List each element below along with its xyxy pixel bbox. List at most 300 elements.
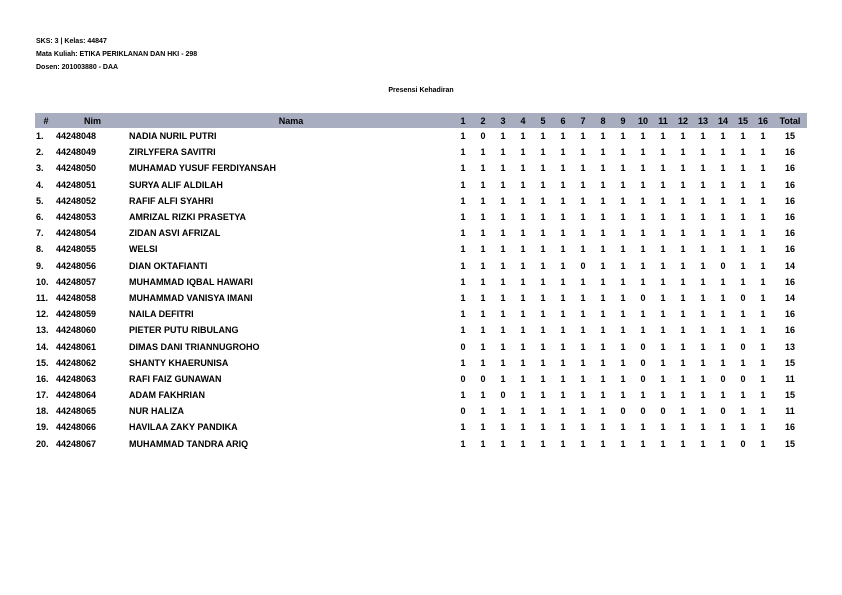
attendance-cell: 1	[520, 292, 526, 303]
attendance-cell: 1	[460, 163, 466, 174]
attendance-cell: 1	[500, 422, 506, 433]
attendance-cell: 1	[720, 309, 726, 320]
row-number: 16.	[36, 373, 49, 384]
attendance-total: 15	[784, 390, 795, 401]
student-name: NUR HALIZA	[129, 406, 184, 417]
attendance-cell: 0	[660, 406, 666, 417]
table-row	[35, 436, 807, 452]
student-name: NADIA NURIL PUTRI	[129, 131, 217, 142]
attendance-cell: 1	[580, 438, 586, 449]
attendance-cell: 1	[620, 147, 626, 158]
attendance-cell: 1	[540, 373, 546, 384]
attendance-cell: 1	[760, 212, 766, 223]
attendance-cell: 0	[500, 390, 506, 401]
attendance-cell: 1	[600, 325, 606, 336]
attendance-total: 16	[784, 195, 795, 206]
attendance-total: 16	[784, 228, 795, 239]
attendance-cell: 1	[760, 195, 766, 206]
attendance-cell: 1	[600, 422, 606, 433]
attendance-cell: 0	[740, 292, 746, 303]
attendance-cell: 1	[620, 228, 626, 239]
attendance-cell: 1	[700, 147, 706, 158]
attendance-cell: 1	[580, 244, 586, 255]
col-header-week: 8	[593, 113, 613, 128]
attendance-cell: 1	[760, 228, 766, 239]
attendance-cell: 1	[620, 244, 626, 255]
attendance-cell: 1	[680, 309, 686, 320]
attendance-cell: 1	[720, 131, 726, 142]
attendance-cell: 1	[620, 212, 626, 223]
attendance-cell: 1	[560, 373, 566, 384]
attendance-cell: 1	[740, 390, 746, 401]
attendance-cell: 0	[480, 131, 486, 142]
attendance-cell: 1	[760, 163, 766, 174]
table-row	[35, 290, 807, 306]
attendance-cell: 1	[560, 147, 566, 158]
attendance-total: 15	[784, 438, 795, 449]
table-row	[35, 128, 807, 144]
attendance-cell: 1	[640, 276, 646, 287]
attendance-cell: 1	[560, 179, 566, 190]
attendance-cell: 1	[500, 438, 506, 449]
student-nim: 44248065	[56, 406, 97, 417]
attendance-total: 16	[784, 325, 795, 336]
attendance-cell: 1	[640, 131, 646, 142]
attendance-cell: 1	[460, 212, 466, 223]
table-row	[35, 338, 807, 354]
attendance-cell: 1	[760, 373, 766, 384]
student-nim: 44248063	[56, 373, 97, 384]
col-header-week: 11	[653, 113, 673, 128]
table-row	[35, 419, 807, 435]
attendance-cell: 1	[500, 276, 506, 287]
attendance-cell: 1	[740, 179, 746, 190]
attendance-cell: 1	[460, 390, 466, 401]
attendance-cell: 1	[760, 292, 766, 303]
attendance-cell: 1	[540, 163, 546, 174]
attendance-cell: 1	[700, 244, 706, 255]
attendance-cell: 0	[580, 260, 586, 271]
attendance-cell: 1	[680, 179, 686, 190]
attendance-cell: 1	[620, 341, 626, 352]
attendance-cell: 1	[720, 390, 726, 401]
attendance-total: 16	[784, 147, 795, 158]
attendance-cell: 1	[560, 276, 566, 287]
attendance-cell: 1	[740, 195, 746, 206]
attendance-cell: 1	[500, 357, 506, 368]
attendance-cell: 1	[500, 212, 506, 223]
attendance-cell: 1	[480, 325, 486, 336]
attendance-cell: 1	[740, 131, 746, 142]
attendance-cell: 1	[460, 292, 466, 303]
attendance-cell: 1	[600, 276, 606, 287]
attendance-total: 16	[784, 179, 795, 190]
attendance-cell: 1	[680, 357, 686, 368]
table-row	[35, 274, 807, 290]
attendance-cell: 1	[640, 228, 646, 239]
attendance-total: 14	[784, 260, 795, 271]
attendance-cell: 1	[580, 179, 586, 190]
student-nim: 44248048	[56, 131, 97, 142]
attendance-cell: 1	[520, 131, 526, 142]
attendance-cell: 1	[600, 406, 606, 417]
row-number: 13.	[36, 325, 49, 336]
attendance-cell: 1	[520, 228, 526, 239]
attendance-total: 15	[784, 357, 795, 368]
attendance-cell: 1	[720, 341, 726, 352]
attendance-cell: 1	[680, 373, 686, 384]
attendance-cell: 0	[740, 341, 746, 352]
attendance-cell: 1	[560, 357, 566, 368]
attendance-total: 11	[785, 406, 795, 417]
attendance-cell: 1	[600, 341, 606, 352]
attendance-total: 16	[784, 163, 795, 174]
attendance-cell: 1	[740, 276, 746, 287]
col-header-week: 14	[713, 113, 733, 128]
attendance-cell: 1	[520, 357, 526, 368]
attendance-cell: 1	[460, 438, 466, 449]
attendance-cell: 1	[760, 438, 766, 449]
attendance-cell: 1	[680, 292, 686, 303]
attendance-cell: 1	[600, 163, 606, 174]
attendance-cell: 1	[600, 373, 606, 384]
attendance-cell: 1	[480, 422, 486, 433]
attendance-cell: 1	[460, 147, 466, 158]
attendance-cell: 1	[620, 195, 626, 206]
attendance-cell: 1	[760, 131, 766, 142]
attendance-cell: 1	[620, 422, 626, 433]
attendance-cell: 1	[460, 131, 466, 142]
attendance-cell: 1	[680, 244, 686, 255]
attendance-cell: 1	[600, 212, 606, 223]
attendance-cell: 1	[480, 406, 486, 417]
attendance-cell: 0	[640, 357, 646, 368]
attendance-cell: 1	[540, 244, 546, 255]
attendance-cell: 1	[600, 244, 606, 255]
attendance-cell: 1	[660, 228, 666, 239]
attendance-cell: 1	[660, 325, 666, 336]
attendance-cell: 1	[480, 260, 486, 271]
attendance-cell: 1	[620, 325, 626, 336]
attendance-cell: 1	[540, 438, 546, 449]
student-name: MUHAMAD YUSUF FERDIYANSAH	[129, 163, 277, 174]
attendance-cell: 1	[520, 163, 526, 174]
attendance-cell: 1	[580, 309, 586, 320]
attendance-cell: 1	[500, 163, 506, 174]
attendance-cell: 0	[720, 373, 726, 384]
attendance-cell: 1	[660, 276, 666, 287]
table-body	[35, 128, 807, 452]
col-header-week: 5	[533, 113, 553, 128]
attendance-cell: 1	[480, 212, 486, 223]
student-name: WELSI	[129, 244, 158, 255]
attendance-cell: 1	[640, 390, 646, 401]
student-nim: 44248060	[56, 325, 97, 336]
col-header-week: 13	[693, 113, 713, 128]
attendance-cell: 1	[480, 195, 486, 206]
attendance-cell: 1	[480, 341, 486, 352]
col-header-week: 16	[753, 113, 773, 128]
attendance-cell: 1	[640, 179, 646, 190]
attendance-cell: 1	[540, 131, 546, 142]
attendance-cell: 0	[640, 373, 646, 384]
attendance-cell: 1	[560, 406, 566, 417]
row-number: 3.	[36, 163, 44, 174]
student-name: MUHAMMAD VANISYA IMANI	[129, 292, 253, 303]
attendance-cell: 1	[620, 163, 626, 174]
attendance-cell: 1	[620, 179, 626, 190]
student-nim: 44248064	[56, 390, 97, 401]
col-header-week: 4	[513, 113, 533, 128]
attendance-cell: 1	[560, 163, 566, 174]
table-row	[35, 371, 807, 387]
attendance-table	[35, 113, 807, 452]
attendance-cell: 1	[460, 357, 466, 368]
attendance-cell: 1	[620, 276, 626, 287]
attendance-cell: 1	[740, 147, 746, 158]
attendance-cell: 1	[720, 228, 726, 239]
attendance-cell: 1	[520, 244, 526, 255]
attendance-cell: 1	[720, 438, 726, 449]
attendance-cell: 1	[540, 228, 546, 239]
attendance-cell: 1	[660, 163, 666, 174]
attendance-cell: 1	[500, 131, 506, 142]
student-name: RAFIF ALFI SYAHRI	[129, 195, 214, 206]
attendance-cell: 1	[540, 390, 546, 401]
student-name: ZIRLYFERA SAVITRI	[129, 147, 216, 158]
attendance-cell: 1	[600, 309, 606, 320]
attendance-cell: 1	[640, 244, 646, 255]
attendance-cell: 1	[600, 260, 606, 271]
col-header-week: 7	[573, 113, 593, 128]
attendance-cell: 1	[620, 373, 626, 384]
attendance-cell: 1	[700, 325, 706, 336]
attendance-cell: 1	[540, 276, 546, 287]
attendance-cell: 1	[580, 212, 586, 223]
attendance-cell: 1	[500, 373, 506, 384]
student-nim: 44248051	[56, 179, 97, 190]
lecturer-line: Dosen: 201003880 - DAA	[36, 64, 119, 71]
attendance-cell: 1	[540, 179, 546, 190]
attendance-cell: 1	[540, 260, 546, 271]
student-nim: 44248054	[56, 228, 97, 239]
table-row	[35, 258, 807, 274]
attendance-cell: 1	[560, 260, 566, 271]
attendance-cell: 1	[500, 260, 506, 271]
student-name: SURYA ALIF ALDILAH	[129, 179, 223, 190]
col-header-week: 10	[633, 113, 653, 128]
attendance-cell: 1	[460, 309, 466, 320]
attendance-cell: 1	[700, 406, 706, 417]
attendance-cell: 1	[480, 163, 486, 174]
student-name: RAFI FAIZ GUNAWAN	[129, 373, 222, 384]
attendance-cell: 1	[580, 163, 586, 174]
attendance-cell: 1	[520, 212, 526, 223]
sks-class-line: SKS: 3 | Kelas: 44847	[36, 38, 107, 45]
attendance-cell: 1	[460, 325, 466, 336]
attendance-cell: 1	[740, 357, 746, 368]
attendance-cell: 1	[700, 163, 706, 174]
attendance-cell: 1	[460, 228, 466, 239]
attendance-cell: 1	[700, 212, 706, 223]
row-number: 17.	[36, 390, 49, 401]
attendance-cell: 1	[580, 406, 586, 417]
table-row	[35, 177, 807, 193]
attendance-cell: 1	[580, 325, 586, 336]
attendance-cell: 1	[660, 244, 666, 255]
attendance-total: 16	[784, 276, 795, 287]
attendance-cell: 1	[740, 228, 746, 239]
row-number: 18.	[36, 406, 49, 417]
attendance-cell: 1	[520, 195, 526, 206]
attendance-cell: 1	[540, 212, 546, 223]
attendance-cell: 1	[600, 228, 606, 239]
student-nim: 44248056	[56, 260, 97, 271]
attendance-cell: 1	[500, 228, 506, 239]
attendance-cell: 1	[640, 325, 646, 336]
attendance-cell: 1	[520, 179, 526, 190]
attendance-cell: 1	[760, 406, 766, 417]
attendance-cell: 1	[760, 422, 766, 433]
attendance-cell: 1	[520, 309, 526, 320]
attendance-cell: 1	[680, 422, 686, 433]
attendance-cell: 1	[760, 179, 766, 190]
student-name: ADAM FAKHRIAN	[129, 390, 205, 401]
attendance-cell: 1	[680, 406, 686, 417]
attendance-cell: 1	[520, 260, 526, 271]
attendance-cell: 1	[480, 309, 486, 320]
attendance-cell: 0	[640, 292, 646, 303]
attendance-cell: 1	[620, 309, 626, 320]
attendance-cell: 1	[640, 438, 646, 449]
col-header-week: 9	[613, 113, 633, 128]
attendance-cell: 1	[480, 292, 486, 303]
attendance-cell: 1	[460, 422, 466, 433]
attendance-cell: 1	[580, 373, 586, 384]
attendance-cell: 1	[560, 212, 566, 223]
attendance-cell: 1	[560, 309, 566, 320]
attendance-cell: 1	[660, 373, 666, 384]
attendance-cell: 1	[520, 422, 526, 433]
attendance-cell: 1	[600, 357, 606, 368]
row-number: 7.	[36, 228, 44, 239]
attendance-cell: 1	[580, 292, 586, 303]
attendance-cell: 1	[740, 325, 746, 336]
attendance-total: 14	[784, 292, 795, 303]
attendance-cell: 0	[620, 406, 626, 417]
row-number: 11.	[36, 292, 49, 303]
student-name: HAVILAA ZAKY PANDIKA	[129, 422, 238, 433]
attendance-cell: 1	[740, 212, 746, 223]
attendance-cell: 1	[760, 357, 766, 368]
attendance-cell: 1	[700, 195, 706, 206]
attendance-cell: 1	[560, 341, 566, 352]
attendance-cell: 1	[520, 276, 526, 287]
attendance-cell: 1	[700, 292, 706, 303]
col-header-week: 1	[453, 113, 473, 128]
attendance-cell: 1	[560, 325, 566, 336]
col-header-week: 2	[473, 113, 493, 128]
student-name: SHANTY KHAERUNISA	[129, 357, 229, 368]
attendance-cell: 1	[720, 292, 726, 303]
row-number: 5.	[36, 195, 44, 206]
table-row	[35, 209, 807, 225]
attendance-cell: 1	[720, 147, 726, 158]
attendance-cell: 1	[700, 228, 706, 239]
attendance-cell: 1	[700, 131, 706, 142]
attendance-cell: 1	[500, 309, 506, 320]
attendance-cell: 1	[580, 195, 586, 206]
student-name: AMRIZAL RIZKI PRASETYA	[129, 212, 247, 223]
student-name: MUHAMMAD IQBAL HAWARI	[129, 276, 253, 287]
attendance-cell: 1	[500, 244, 506, 255]
attendance-total: 13	[784, 341, 795, 352]
attendance-cell: 1	[680, 212, 686, 223]
attendance-cell: 1	[680, 195, 686, 206]
attendance-cell: 1	[540, 406, 546, 417]
attendance-cell: 1	[660, 422, 666, 433]
table-row	[35, 193, 807, 209]
attendance-cell: 1	[680, 147, 686, 158]
attendance-cell: 0	[460, 373, 466, 384]
attendance-cell: 0	[460, 406, 466, 417]
attendance-cell: 0	[640, 406, 646, 417]
attendance-cell: 0	[640, 341, 646, 352]
row-number: 6.	[36, 212, 44, 223]
student-nim: 44248059	[56, 309, 97, 320]
attendance-cell: 1	[540, 292, 546, 303]
attendance-cell: 1	[480, 357, 486, 368]
attendance-cell: 1	[540, 309, 546, 320]
attendance-cell: 1	[640, 309, 646, 320]
row-number: 14.	[36, 341, 49, 352]
attendance-cell: 1	[740, 163, 746, 174]
table-row	[35, 355, 807, 371]
attendance-cell: 1	[700, 373, 706, 384]
attendance-cell: 1	[580, 147, 586, 158]
attendance-cell: 1	[740, 260, 746, 271]
attendance-cell: 0	[740, 438, 746, 449]
attendance-total: 16	[784, 212, 795, 223]
attendance-cell: 1	[640, 195, 646, 206]
attendance-cell: 1	[460, 195, 466, 206]
attendance-cell: 1	[760, 260, 766, 271]
student-nim: 44248062	[56, 357, 97, 368]
attendance-cell: 1	[660, 195, 666, 206]
attendance-cell: 1	[540, 195, 546, 206]
attendance-cell: 1	[480, 179, 486, 190]
row-number: 20.	[36, 438, 49, 449]
attendance-total: 11	[785, 373, 795, 384]
row-number: 15.	[36, 357, 49, 368]
attendance-cell: 1	[760, 390, 766, 401]
attendance-cell: 1	[500, 147, 506, 158]
attendance-total: 16	[784, 309, 795, 320]
col-header-week: 3	[493, 113, 513, 128]
attendance-cell: 1	[700, 179, 706, 190]
attendance-cell: 1	[460, 276, 466, 287]
table-row	[35, 144, 807, 160]
attendance-cell: 1	[720, 244, 726, 255]
attendance-cell: 1	[620, 438, 626, 449]
attendance-cell: 1	[660, 292, 666, 303]
attendance-cell: 1	[640, 422, 646, 433]
col-header-week: 6	[553, 113, 573, 128]
attendance-cell: 1	[480, 438, 486, 449]
student-nim: 44248052	[56, 195, 97, 206]
attendance-cell: 1	[680, 131, 686, 142]
attendance-cell: 1	[560, 195, 566, 206]
